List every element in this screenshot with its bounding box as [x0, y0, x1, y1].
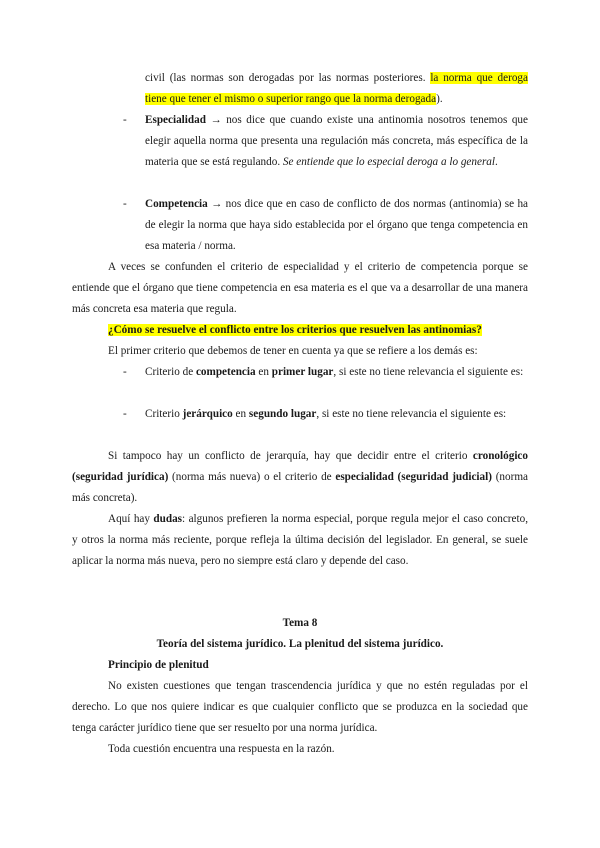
criteria-bold: competencia [195, 366, 256, 378]
paragraph-jerarquia [72, 446, 528, 509]
paragraph-text: : algunos prefieren la norma especial, porque regula mejor el caso concreto, y otros la norma más reciente, porque refleja la última decisión del legislador. En general, se suele aplicar la norma más nueva, pero no siempre está claro y depende del caso. [72, 513, 528, 567]
criteria-text: , si este no tiene relevancia el siguiente es: [316, 408, 507, 420]
bullet-dash: - [123, 408, 127, 420]
paragraph-text: Toda cuestión encuentra una respuesta en la razón. [108, 743, 335, 755]
bold-text: cronológico (seguridad jurídica) [72, 450, 528, 483]
bullet-italic: Se entiende que lo especial deroga a lo general [282, 156, 496, 168]
cont-text: civil (las normas son derogadas por las normas posteriores. [145, 72, 431, 84]
principio-heading [108, 655, 528, 676]
highlighted-text: la norma que deroga tiene que tener el mismo o superior rango que la norma derogada [145, 72, 528, 105]
paragraph-text: A veces se confunden el criterio de especialidad y el criterio de competencia porque se entiende que el órgano que tiene competencia en esa materia es el que va a desarrollar de una manera más concreta esa materia que regula. [72, 261, 528, 315]
criteria-item [123, 404, 528, 425]
tema-subtitle: Teoría del sistema jurídico. La plenitud del sistema jurídico. [156, 638, 444, 650]
bullet-end: . [495, 156, 498, 168]
criteria-bold: segundo lugar [248, 408, 317, 420]
criteria-item [123, 362, 528, 383]
paragraph-text: (norma más nueva) o el criterio de [168, 471, 336, 483]
bullet-competencia [123, 194, 528, 257]
bullet-dash: - [123, 114, 127, 126]
principio-title: Principio de plenitud [108, 659, 209, 671]
paragraph-text: No existen cuestiones que tengan trascendencia jurídica y que no estén reguladas por el derecho. Lo que nos quiere indicar es que cualquier conflicto que se produzca en la sociedad que tenga carácter jurídico tiene que ser resuelto por una norma jurídica. [72, 680, 528, 734]
paragraph-dudas [72, 509, 528, 572]
paragraph-razon [108, 739, 528, 760]
continuation-paragraph [145, 68, 528, 110]
criteria-text: Criterio [145, 408, 183, 420]
tema-title: Tema 8 [282, 617, 318, 629]
arrow: → [205, 114, 227, 126]
bullet-especialidad [123, 110, 528, 173]
bullet-dash: - [123, 366, 127, 378]
term-competencia: Competencia [145, 198, 208, 210]
criteria-text: en [232, 408, 249, 420]
bullet-text: nos dice que en caso de conflicto de dos normas (antinomia) se ha de elegir la norma que haya sido establecida por el órgano que tenga competencia en esa materia / norma. [145, 198, 528, 252]
tema-heading [72, 613, 528, 634]
paragraph-text: Aquí hay [108, 513, 154, 525]
criteria-bold: jerárquico [182, 408, 233, 420]
bullet-dash: - [123, 198, 127, 210]
bullet-text: nos dice que cuando existe una antinomia nosotros tenemos que elegir aquella norma que presenta una regulación más concreta, más específica de la materia que se está regulando. [145, 114, 528, 168]
arrow: → [207, 198, 226, 210]
term-especialidad: Especialidad [145, 114, 206, 126]
tema-subtitle-block [72, 634, 528, 655]
paragraph-primer-criterio [108, 341, 528, 362]
paragraph-text: El primer criterio que debemos de tener en cuenta ya que se refiere a los demás es: [108, 345, 478, 357]
criteria-text: en [255, 366, 272, 378]
bold-text: especialidad (seguridad judicial) [335, 471, 492, 483]
question-text: ¿Cómo se resuelve el conflicto entre los criterios que resuelven las antinomias? [108, 324, 482, 336]
criteria-bold: primer lugar [271, 366, 334, 378]
bold-text: dudas [153, 513, 183, 525]
paragraph-confusion [72, 257, 528, 320]
criteria-text: , si este no tiene relevancia el siguiente es: [333, 366, 524, 378]
paragraph-text: (norma más concreta). [72, 471, 529, 504]
cont-end: ). [436, 93, 443, 105]
question-heading [108, 320, 528, 341]
criteria-text: Criterio de [145, 366, 196, 378]
paragraph-text: Si tampoco hay un conflicto de jerarquía, hay que decidir entre el criterio [108, 450, 473, 462]
paragraph-plenitud [72, 676, 528, 739]
